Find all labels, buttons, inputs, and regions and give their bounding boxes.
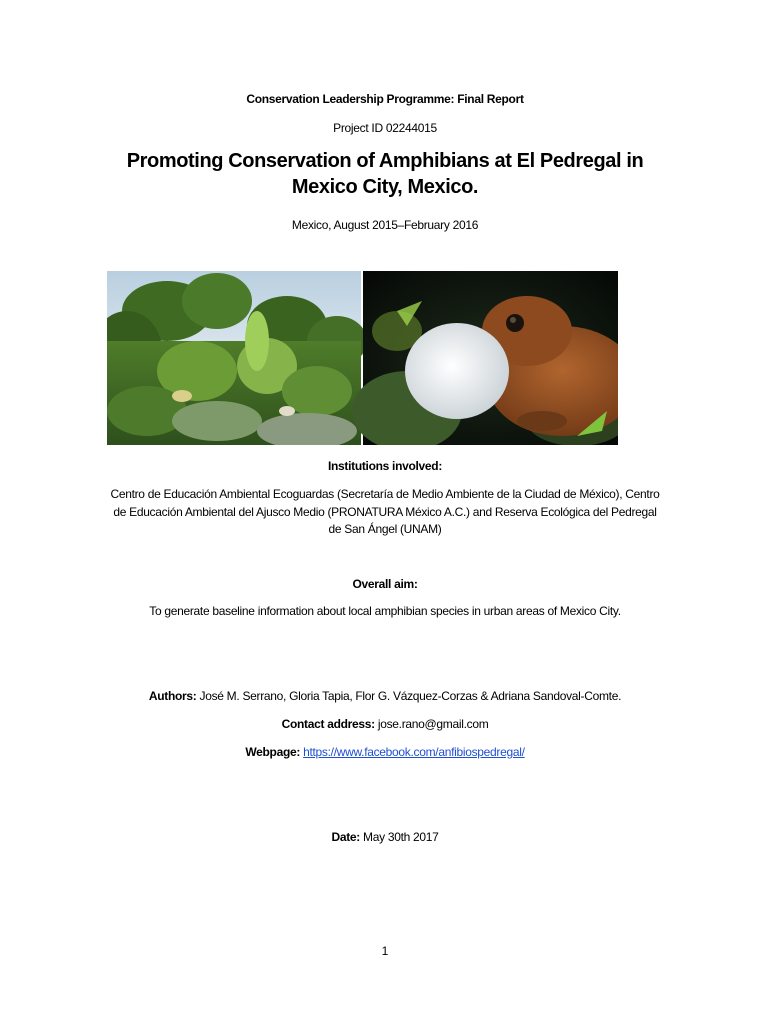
date-label: Date:: [331, 830, 360, 844]
contact-line: [0, 717, 770, 731]
report-title-line-1: Promoting Conservation of Amphibians at El Pedregal in: [126, 150, 644, 172]
institutions-line-2: de Educación Ambiental del Ajusco Medio (PRONATURA México A.C.) and Reserva Ecológica del Pedregal: [113, 504, 657, 519]
authors-names: José M. Serrano, Gloria Tapia, Flor G. Vázquez-Corzas & Adriana Sandoval-Comte.: [196, 689, 622, 703]
page-number: 1: [381, 944, 389, 958]
authors-line: [0, 689, 770, 703]
frog-photo: [352, 271, 618, 445]
aim-label: Overall aim:: [352, 577, 418, 591]
aim-text: To generate baseline information about local amphibian species in urban areas of Mexico City.: [149, 604, 621, 618]
webpage-link[interactable]: https://www.facebook.com/anfibiospedregal/: [303, 745, 525, 759]
webpage-line: [0, 745, 770, 759]
webpage-label: Webpage:: [245, 745, 301, 759]
institutions-line-3: de San Ángel (UNAM): [328, 522, 442, 536]
report-title: [85, 148, 685, 200]
report-title-line-2: Mexico City, Mexico.: [291, 176, 479, 198]
contact-email: jose.rano@gmail.com: [374, 717, 489, 731]
cover-photos: [107, 271, 618, 445]
institutions-text: [100, 486, 670, 539]
authors-label: Authors:: [148, 689, 197, 703]
programme-heading: Conservation Leadership Programme: Final Report: [246, 92, 524, 106]
institutions-line-1: Centro de Educación Ambiental Ecoguardas (Secretaría de Medio Ambiente de la Ciudad de México), Centro: [110, 487, 660, 501]
date-value: May 30th 2017: [359, 830, 439, 844]
project-id: Project ID 02244015: [333, 121, 437, 135]
landscape-photo: [107, 271, 367, 445]
contact-label: Contact address:: [281, 717, 375, 731]
project-dates: Mexico, August 2015–February 2016: [291, 218, 479, 232]
date-line: [0, 830, 770, 844]
institutions-label: Institutions involved:: [327, 459, 443, 473]
